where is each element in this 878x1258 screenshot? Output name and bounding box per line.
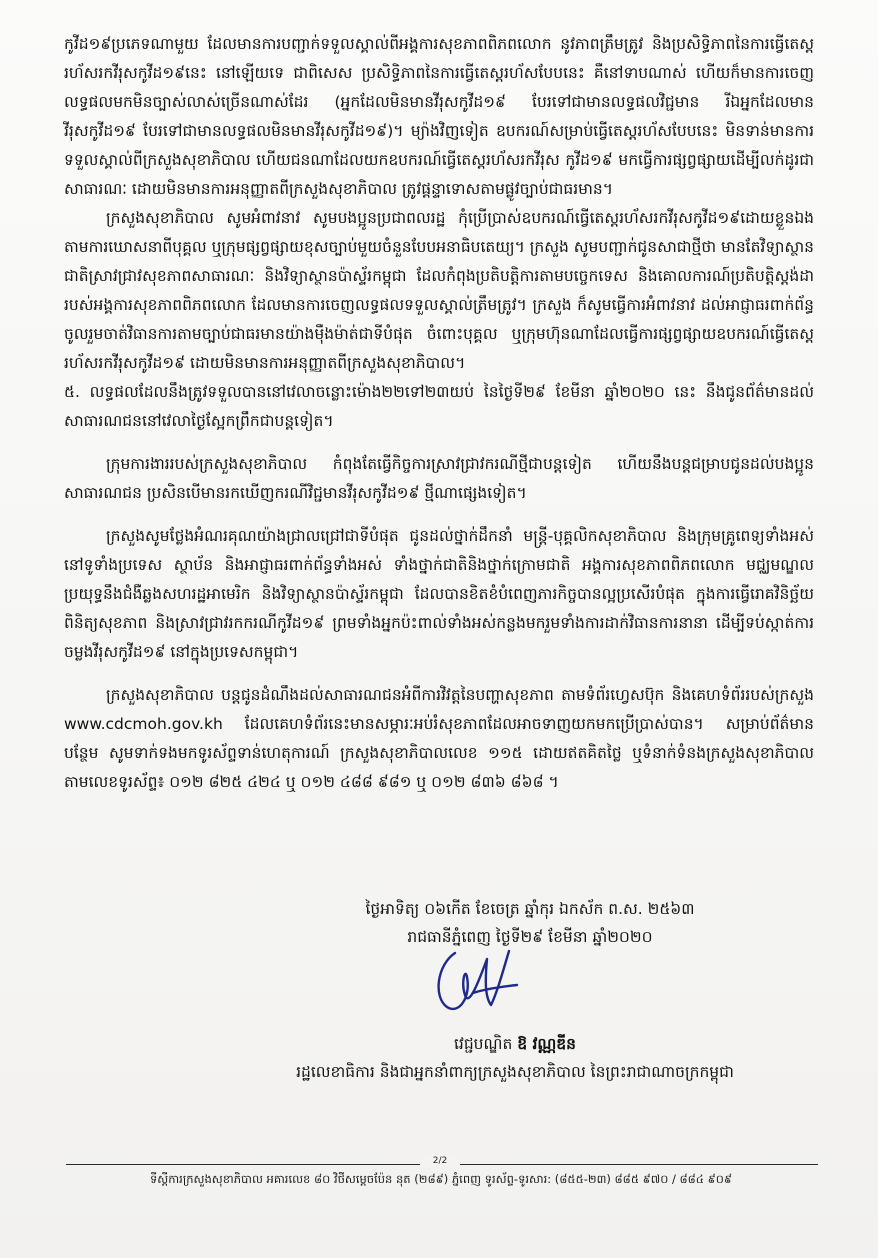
footer-address: ទីស្តីការក្រសួងសុខាភិបាល អគារលេខ ៨០ វិថីសម្តេចប៉ែន នុត (២៨៩) ភ្នំពេញ ទូរស័ព្ទ-ទូរសារ: (៨៥៥-២៣) ៨៨៥ ៩៧០ / ៨៨៤ ៩០៩ xyxy=(149,1172,733,1186)
paragraph-continuation: កូវីដ១៩ប្រភេទណាមួយ ដែលមានការបញ្ជាក់ទទួលស្គាល់ពីអង្គការសុខភាពពិភពលោក នូវភាពត្រឹមត្រូវ និងប្រសិទ្ធិភាពនៃការធ្វើតេស្តរហ័សរកវីរុសកូវីដ១៩នេះ នៅឡើយទេ ជាពិសេស ប្រសិទ្ធិភាពនៃការធ្វើតេស្តរហ័សបែបនេះ គឺនៅទាបណាស់ ហើយក៏មានការចេញលទ្ធផលមកមិនច្បាស់លាស់ច្រើនណាស់ដែរ (អ្នកដែលមិនមានវីរុសកូវីដ១៩ បែរទៅជាមានលទ្ធផលវិជ្ជមាន រីឯអ្នកដែលមានវីរុសកូវីដ១៩ បែរទៅជាមានលទ្ធផលមិនមានវីរុសកូវីដ១៩)។ ម្យ៉ាងវិញទៀត ឧបករណ៍សម្រាប់ធ្វើតេស្តរហ័សបែបនេះ មិនទាន់មានការទទួលស្គាល់ពីក្រសួងសុខាភិបាល ហើយជនណាដែលយកឧបករណ៍ធ្វើតេស្តរហ័សរកវីរុស កូវីដ១៩ មកធ្វើការផ្សព្វផ្សាយដើម្បីលក់ដូរជាសាធារណៈ ដោយមិនមានការអនុញ្ញាតពីក្រសួងសុខាភិបាល ត្រូវផ្តន្ទាទោសតាមផ្លូវច្បាប់ជាធរមាន។ xyxy=(64,35,814,198)
paragraph-thanks: ក្រសួងសូមថ្លែងអំណរគុណយ៉ាងជ្រាលជ្រៅជាទីបំផុត ជូនដល់ថ្នាក់ដឹកនាំ មន្ត្រី-បុគ្គលិកសុខាភិបាល និងក្រុមគ្រូពេទ្យទាំងអស់នៅទូទាំងប្រទេស ស្ថាប័ន និងអាជ្ញាធរពាក់ព័ន្ធទាំងអស់ ទាំងថ្នាក់ជាតិនិងថ្នាក់ក្រោមជាតិ អង្គការសុខភាពពិភពលោក មជ្ឈមណ្ឌលប្រយុទ្ធនឹងជំងឺឆ្លងសហរដ្ឋអាមេរិក និងវិទ្យាស្ថានប៉ាស្ទ័រកម្ពុជា ដែលបានខិតខំបំពេញភារកិច្ចបានល្អប្រសើរបំផុត ក្នុងការធ្វើរោគវិនិច្ឆ័យពិនិត្យសុខភាព និងស្រាវជ្រាវរកករណីកូវីដ១៩ ព្រមទាំងអ្នកប៉ះពាល់ទាំងអស់កន្លងមករួមទាំងការដាក់វិធានការនានា ដើម្បីទប់ស្កាត់ការចម្លងវីរុសកូវីដ១៩ នៅក្នុងប្រទេសកម្ពុជា។ xyxy=(64,527,814,661)
paragraph-point-5: ៥. លទ្ធផលដែលនឹងត្រូវទទួលបាននៅវេលាចន្លោះម៉ោង២២ទៅ២៣យប់ នៃថ្ងៃទី២៩ ខែមីនា ឆ្នាំ២០២០ នេះ នឹងជូនព័ត៌មានដល់សាធារណជននៅវេលាថ្ងៃស្អែកព្រឹកជាបន្តទៀត។ xyxy=(64,383,814,430)
date-solar: រាជធានីភ្នំពេញ ថ្ងៃទី២៩ ខែមីនា ឆ្នាំ២០២០ xyxy=(407,928,653,946)
signer-prefix: វេជ្ជបណ្ឌិត xyxy=(454,1035,513,1053)
date-lunar: ថ្ងៃអាទិត្យ ០៦កើត ខែចេត្រ ឆ្នាំកុរ ឯកស័ក ព.ស. ២៥៦៣ xyxy=(365,900,695,918)
signer-name-line xyxy=(200,1030,830,1058)
body-text xyxy=(64,30,814,797)
paragraph-appeal: ក្រសួងសុខាភិបាល សូមអំពាវនាវ សូមបងប្អូនប្រជាពលរដ្ឋ កុំប្រើប្រាស់ឧបករណ៍ធ្វើតេស្តរហ័សរកវីរុសកូវីដ១៩ដោយខ្លួនឯង តាមការឃោសនាពីបុគ្គល ឬក្រុមផ្សព្វផ្សាយខុសច្បាប់មួយចំនួនបែបអនាធិបតេយ្យ។ ក្រសួង សូមបញ្ជាក់ជូនសាជាថ្មីថា មានតែវិទ្យាស្ថានជាតិស្រាវជ្រាវសុខភាពសាធារណៈ និងវិទ្យាស្ថានប៉ាស្ទ័រកម្ពុជា ដែលកំពុងប្រតិបត្តិការតាមបច្ចេកទេស និងគោលការណ៍ប្រតិបត្តិស្តង់ដារបស់អង្គការសុខភាពពិភពលោក ដែលមានការចេញលទ្ធផលទទួលស្គាល់ត្រឹមត្រូវ។ ក្រសួង ក៏សូមធ្វើការអំពាវនាវ ដល់អាជ្ញាធរពាក់ព័ន្ធ ចូលរួមចាត់វិធានការតាមច្បាប់ជាធរមានយ៉ាងម៉ឺងម៉ាត់ជាទីបំផុត ចំពោះបុគ្គល ឬក្រុមហ៊ុនណាដែលធ្វើការផ្សព្វផ្សាយឧបករណ៍ធ្វើតេស្តរហ័សរកវីរុសកូវីដ១៩ ដោយមិនមានការអនុញ្ញាតពីក្រសួងសុខាភិបាល។ xyxy=(64,209,814,372)
signature-stroke xyxy=(439,951,517,1009)
signer-block xyxy=(200,1030,830,1086)
handwritten-signature xyxy=(425,935,545,1025)
paragraph-contact-info: ក្រសួងសុខាភិបាល បន្តជូនដំណឹងដល់សាធារណជនអំពីការវិវត្តនៃបញ្ហាសុខភាព តាមទំព័រហ្វេសប៊ុក និងគេហទំព័ររបស់ក្រសួង www.cdcmoh.gov.kh ដែលគេហទំព័រនេះមានសម្ភារៈអប់រំសុខភាពដែលអាចទាញយកមកប្រើប្រាស់បាន។ សម្រាប់ព័ត៌មានបន្ថែម សូមទាក់ទងមកទូរស័ព្ទទាន់ហេតុការណ៍ ក្រសួងសុខាភិបាលលេខ ១១៥ ដោយឥតគិតថ្លៃ ឬទំនាក់ទំនងក្រសួងសុខាភិបាល តាមលេខទូរស័ព្ទ៖ ០១២ ៨២៥ ៤២៤ ឬ ០១២ ៤៨៨ ៩៨១ ឬ ០១២ ៨៣៦ ៨៦៨ ។ xyxy=(64,686,814,791)
paragraph-ongoing-research: ក្រុមការងាររបស់ក្រសួងសុខាភិបាល កំពុងតែធ្វើកិច្ចការស្រាវជ្រាវករណីថ្មីជាបន្តទៀត ហើយនឹងបន្តជម្រាបជូនដល់បងប្អូនសាធារណជន ប្រសិនបើមានរកឃើញករណីវិជ្ជមានវីរុសកូវីដ១៩ ថ្មីណាផ្សេងទៀត។ xyxy=(64,455,814,502)
signer-name: ឱ វណ្ណឌីន xyxy=(517,1035,576,1053)
page-number: 2/2 xyxy=(420,1156,460,1166)
signer-title: រដ្ឋលេខាធិការ និងជាអ្នកនាំពាក្យក្រសួងសុខាភិបាល នៃព្រះរាជាណាចក្រកម្ពុជា xyxy=(296,1063,734,1081)
